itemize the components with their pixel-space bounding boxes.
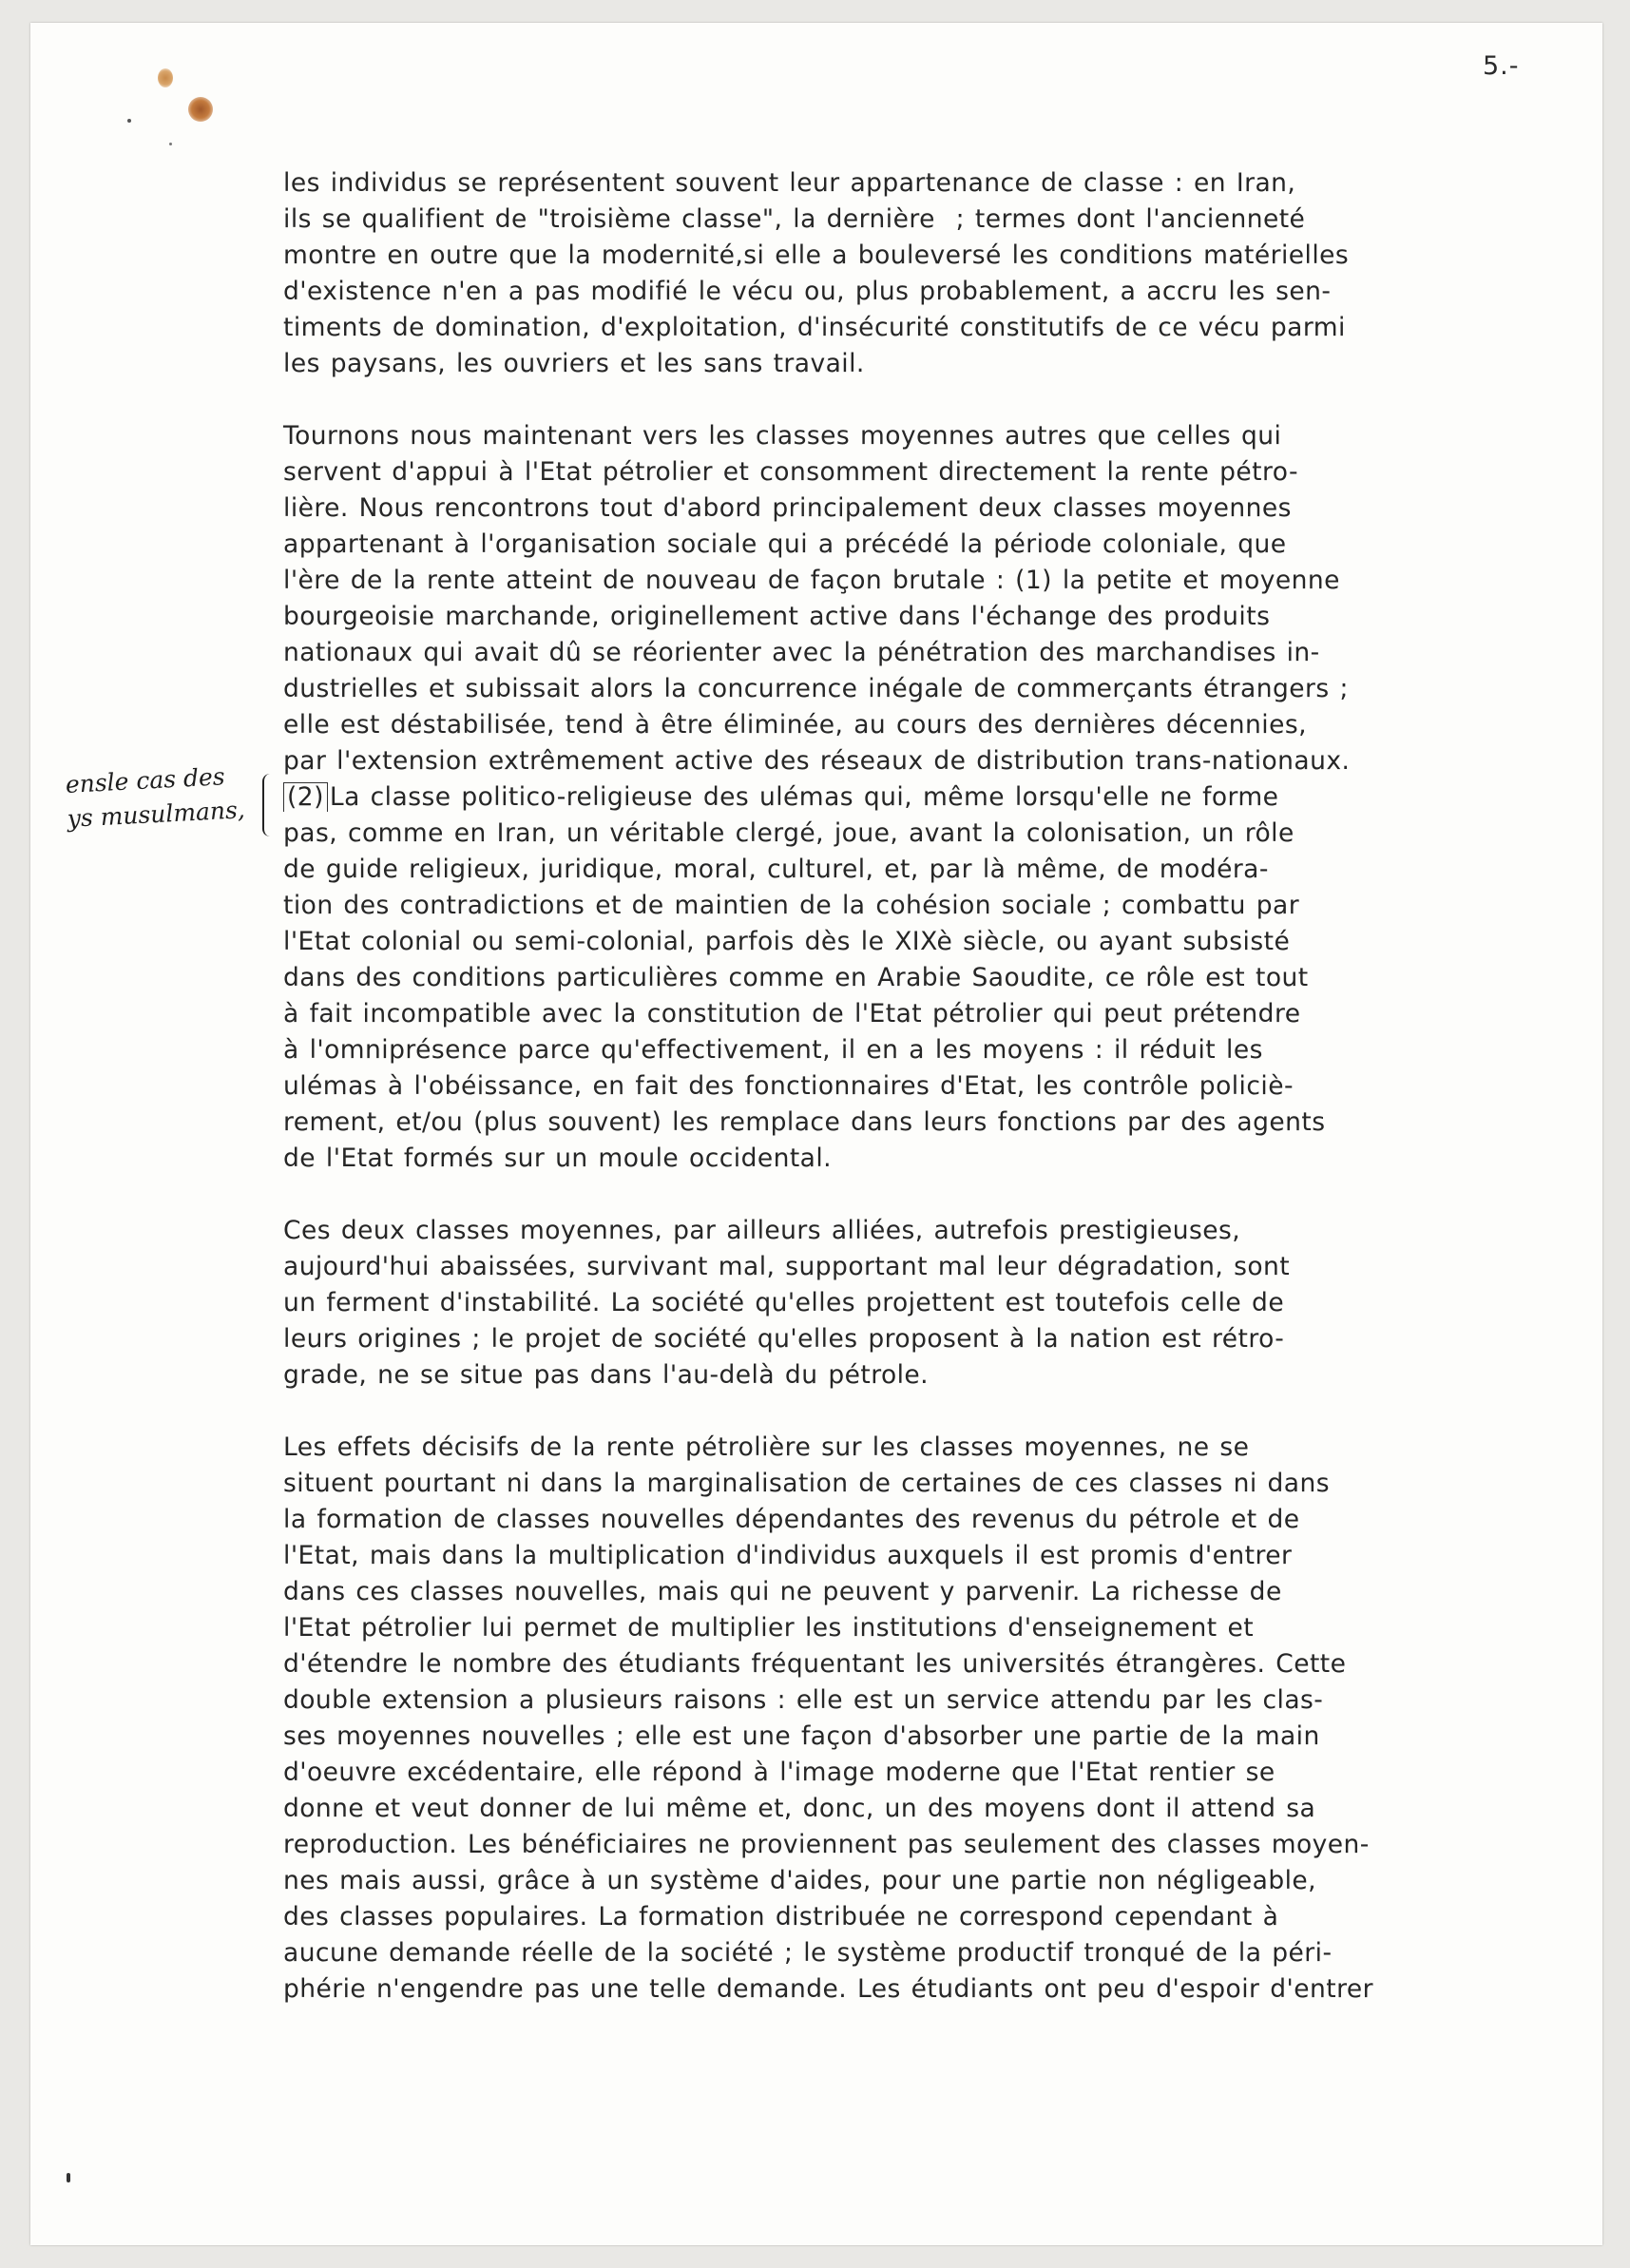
text-line: pas, comme en Iran, un véritable clergé, joue, avant la colonisation, un rôle <box>283 818 1294 848</box>
text-line: nationaux qui avait dû se réorienter avec la pénétration des marchandises in- <box>283 638 1320 667</box>
text-line: l'ère de la rente atteint de nouveau de façon brutale : (1) la petite et moyenne <box>283 566 1340 595</box>
text-line: à fait incompatible avec la constitution de l'Etat pétrolier qui peut prétendre <box>283 999 1301 1028</box>
text-line: grade, ne se situe pas dans l'au-delà du pétrole. <box>283 1360 930 1390</box>
text-line: par l'extension extrêmement active des réseaux de distribution trans-nationaux. <box>283 746 1351 776</box>
text-line: appartenant à l'organisation sociale qui a précédé la période coloniale, que <box>283 529 1287 559</box>
text-line: ulémas à l'obéissance, en fait des fonctionnaires d'Etat, les contrôle policiè- <box>283 1071 1294 1101</box>
text-line: un ferment d'instabilité. La société qu'elles projettent est toutefois celle de <box>283 1288 1285 1317</box>
text-line: de l'Etat formés sur un moule occidental. <box>283 1144 833 1173</box>
text-line-rest: La classe politico-religieuse des ulémas qui, même lorsqu'elle ne forme <box>329 782 1279 812</box>
paper-stain <box>158 68 173 87</box>
text-line: les paysans, les ouvriers et les sans travail. <box>283 349 865 378</box>
text-line: l'Etat colonial ou semi-colonial, parfois dès le XIXè siècle, ou ayant subsisté <box>283 927 1291 956</box>
text-line: de guide religieux, juridique, moral, culturel, et, par là même, de modéra- <box>283 855 1269 884</box>
text-line: leurs origines ; le projet de société qu'elles proposent à la nation est rétro- <box>283 1324 1285 1354</box>
text-line: dustrielles et subissait alors la concurrence inégale de commerçants étrangers ; <box>283 674 1349 703</box>
text-line: reproduction. Les bénéficiaires ne proviennent pas seulement des classes moyen- <box>283 1830 1370 1859</box>
document-page <box>30 23 1602 2245</box>
text-line: Tournons nous maintenant vers les classes moyennes autres que celles qui <box>283 421 1282 451</box>
margin-note-line: ensle cas des <box>65 762 226 798</box>
text-line: timents de domination, d'exploitation, d'insécurité constitutifs de ce vécu parmi <box>283 313 1346 342</box>
text-line: ils se qualifient de "troisième classe", la dernière ; termes dont l'ancienneté <box>283 204 1306 234</box>
text-line: rement, et/ou (plus souvent) les remplace dans leurs fonctions par des agents <box>283 1107 1326 1137</box>
text-line: servent d'appui à l'Etat pétrolier et consomment directement la rente pétro- <box>283 457 1298 487</box>
paragraph-4 <box>283 1430 1595 2008</box>
text-line: aujourd'hui abaissées, survivant mal, supportant mal leur dégradation, sont <box>283 1252 1291 1281</box>
margin-note-line: ys musulmans, <box>67 796 246 833</box>
body-text <box>283 165 1595 2044</box>
text-line: à l'omniprésence parce qu'effectivement, il en a les moyens : il réduit les <box>283 1035 1263 1065</box>
text-line: aucune demande réelle de la société ; le système productif tronqué de la péri- <box>283 1938 1333 1968</box>
text-line: lière. Nous rencontrons tout d'abord principalement deux classes moyennes <box>283 493 1292 523</box>
handwritten-margin-note <box>65 757 286 836</box>
text-line: phérie n'engendre pas une telle demande. Les étudiants ont peu d'espoir d'entrer <box>283 1974 1373 2004</box>
text-line-with-ref <box>283 779 1595 816</box>
paper-stain <box>188 97 213 122</box>
paragraph-1 <box>283 165 1595 382</box>
text-line: d'étendre le nombre des étudiants fréquentant les universités étrangères. Cette <box>283 1649 1347 1679</box>
text-line: la formation de classes nouvelles dépendantes des revenus du pétrole et de <box>283 1505 1300 1534</box>
text-line: dans des conditions particulières comme en Arabie Saoudite, ce rôle est tout <box>283 963 1309 992</box>
text-line: d'existence n'en a pas modifié le vécu ou, plus probablement, a accru les sen- <box>283 277 1332 306</box>
text-line: Les effets décisifs de la rente pétrolière sur les classes moyennes, ne se <box>283 1432 1250 1462</box>
text-line: bourgeoisie marchande, originellement active dans l'échange des produits <box>283 602 1271 631</box>
text-line: les individus se représentent souvent leur appartenance de classe : en Iran, <box>283 168 1296 198</box>
text-line: Ces deux classes moyennes, par ailleurs alliées, autrefois prestigieuses, <box>283 1216 1241 1245</box>
text-line: tion des contradictions et de maintien de la cohésion sociale ; combattu par <box>283 891 1300 920</box>
paper-speck <box>169 143 172 145</box>
text-line: dans ces classes nouvelles, mais qui ne peuvent y parvenir. La richesse de <box>283 1577 1282 1606</box>
paragraph-2 <box>283 418 1595 1177</box>
paper-speck <box>127 119 131 123</box>
text-line: l'Etat pétrolier lui permet de multiplier les institutions d'enseignement et <box>283 1613 1255 1643</box>
page-number: 5.- <box>1483 51 1520 81</box>
text-line: nes mais aussi, grâce à un système d'aides, pour une partie non négligeable, <box>283 1866 1317 1895</box>
reference-marker-box: (2) <box>283 782 328 812</box>
paper-speck <box>67 2173 70 2182</box>
text-line: situent pourtant ni dans la marginalisation de certaines de ces classes ni dans <box>283 1469 1330 1498</box>
text-line: double extension a plusieurs raisons : elle est un service attendu par les clas- <box>283 1685 1324 1715</box>
text-line: l'Etat, mais dans la multiplication d'individus auxquels il est promis d'entrer <box>283 1541 1293 1570</box>
text-line: ses moyennes nouvelles ; elle est une façon d'absorber une partie de la main <box>283 1721 1320 1751</box>
handwritten-brace <box>262 774 278 836</box>
text-line: donne et veut donner de lui même et, donc, un des moyens dont il attend sa <box>283 1794 1316 1823</box>
text-line: des classes populaires. La formation distribuée ne correspond cependant à <box>283 1902 1279 1932</box>
text-line: elle est déstabilisée, tend à être éliminée, au cours des dernières décennies, <box>283 710 1307 740</box>
text-line: d'oeuvre excédentaire, elle répond à l'image moderne que l'Etat rentier se <box>283 1758 1275 1787</box>
paragraph-3 <box>283 1213 1595 1393</box>
text-line: montre en outre que la modernité,si elle a bouleversé les conditions matérielles <box>283 240 1350 270</box>
